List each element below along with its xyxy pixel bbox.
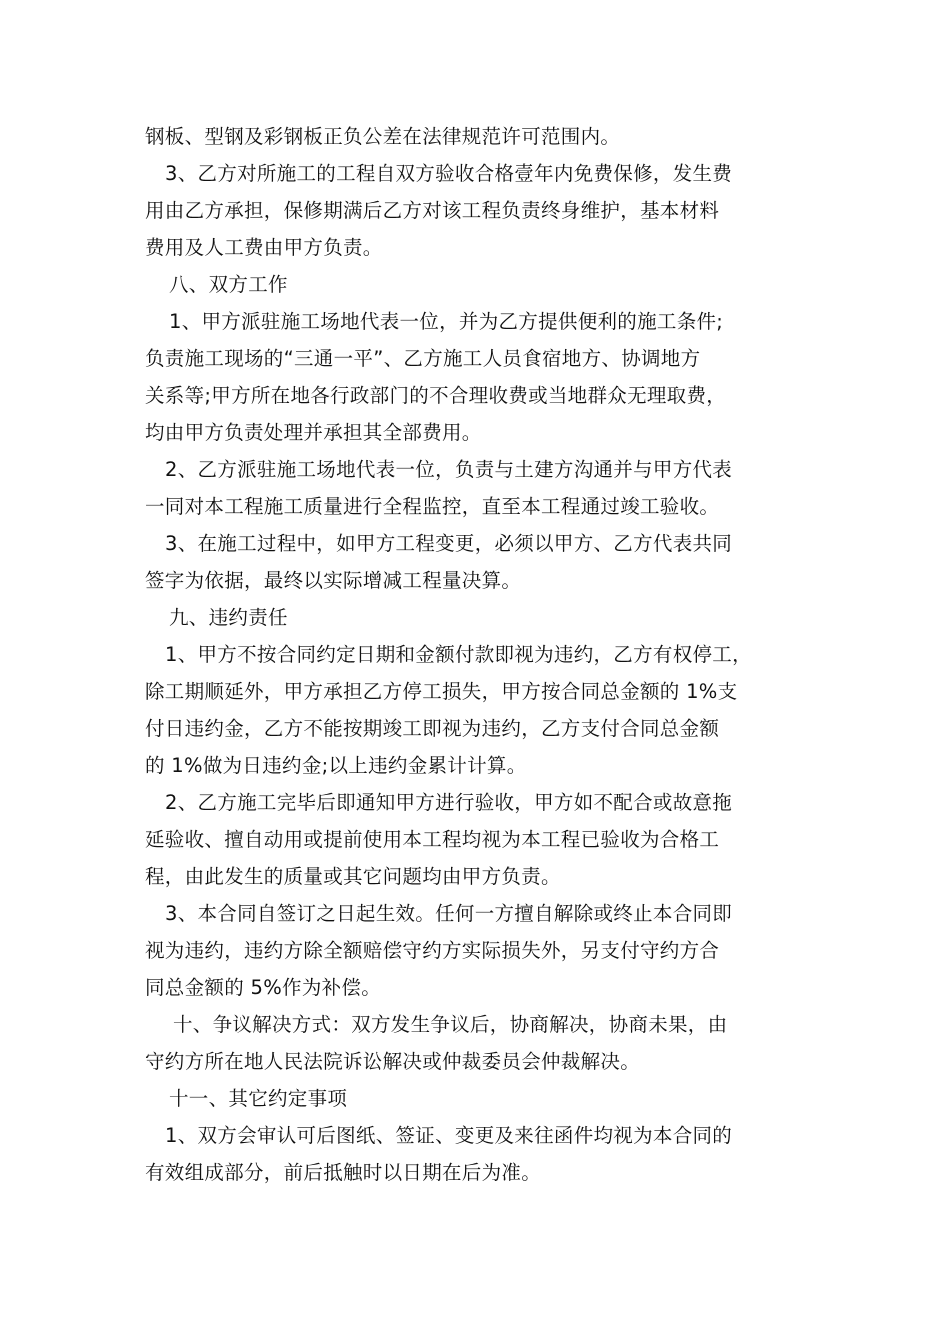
text-line: 除工期顺延外，甲方承担乙方停工损失，甲方按合同总金额的 1%支 — [145, 680, 738, 703]
text-line: 有效组成部分，前后抵触时以日期在后为准。 — [145, 1161, 542, 1184]
text-line: 八、双方工作 — [169, 273, 288, 296]
paragraph-effective — [145, 895, 815, 1006]
text-line: 2、乙方施工完毕后即通知甲方进行验收，甲方如不配合或故意拖 — [165, 791, 733, 814]
text-line: 延验收、擅自动用或提前使用本工程均视为本工程已验收为合格工 — [145, 828, 720, 851]
text-line: 签字为依据，最终以实际增减工程量决算。 — [145, 569, 522, 592]
section-heading-8 — [145, 266, 815, 303]
text-line: 关系等;甲方所在地各行政部门的不合理收费或当地群众无理取费， — [145, 384, 727, 407]
text-line: 同总金额的 5%作为补偿。 — [145, 976, 382, 999]
text-line: 用由乙方承担，保修期满后乙方对该工程负责终身维护，基本材料 — [145, 199, 720, 222]
document-body — [145, 118, 815, 1191]
text-line: 2、乙方派驻施工场地代表一位，负责与土建方沟通并与甲方代表 — [165, 458, 733, 481]
paragraph-breach-payment — [145, 636, 815, 784]
paragraph-acceptance — [145, 784, 815, 895]
text-line: 十、争议解决方式：双方发生争议后，协商解决，协商未果，由 — [173, 1013, 728, 1036]
text-line: 钢板、型钢及彩钢板正负公差在法律规范许可范围内。 — [145, 125, 621, 148]
text-line: 负责施工现场的“三通一平”、乙方施工人员食宿地方、协调地方 — [145, 347, 701, 370]
text-line: 3、在施工过程中，如甲方工程变更，必须以甲方、乙方代表共同 — [165, 532, 733, 555]
text-line: 3、乙方对所施工的工程自双方验收合格壹年内免费保修，发生费 — [165, 162, 733, 185]
text-line: 均由甲方负责处理并承担其全部费用。 — [145, 421, 482, 444]
text-line: 付日违约金，乙方不能按期竣工即视为违约，乙方支付合同总金额 — [145, 717, 720, 740]
text-line: 视为违约，违约方除全额赔偿守约方实际损失外，另支付守约方合 — [145, 939, 720, 962]
paragraph-warranty — [145, 155, 815, 266]
text-line: 一同对本工程施工质量进行全程监控，直至本工程通过竣工验收。 — [145, 495, 720, 518]
section-heading-10 — [145, 1006, 815, 1080]
text-line: 1、甲方派驻施工场地代表一位，并为乙方提供便利的施工条件; — [169, 310, 724, 333]
text-line: 十一、其它约定事项 — [169, 1087, 348, 1110]
text-line: 九、违约责任 — [169, 606, 288, 629]
paragraph-change-order — [145, 525, 815, 599]
text-line: 的 1%做为日违约金;以上违约金累计计算。 — [145, 754, 527, 777]
section-heading-11 — [145, 1080, 815, 1117]
text-line: 费用及人工费由甲方负责。 — [145, 236, 383, 259]
text-line: 程，由此发生的质量或其它问题均由甲方负责。 — [145, 865, 561, 888]
text-line: 1、双方会审认可后图纸、签证、变更及来往函件均视为本合同的 — [165, 1124, 733, 1147]
section-heading-9 — [145, 599, 815, 636]
text-line: 3、本合同自签订之日起生效。任何一方擅自解除或终止本合同即 — [165, 902, 733, 925]
paragraph-party-b-duty — [145, 451, 815, 525]
paragraph-party-a-duty — [145, 303, 815, 451]
text-line: 1、甲方不按合同约定日期和金额付款即视为违约，乙方有权停工， — [165, 643, 752, 666]
paragraph-tolerance — [145, 118, 815, 155]
paragraph-documents — [145, 1117, 815, 1191]
text-line: 守约方所在地人民法院诉讼解决或仲裁委员会仲裁解决。 — [145, 1050, 641, 1073]
